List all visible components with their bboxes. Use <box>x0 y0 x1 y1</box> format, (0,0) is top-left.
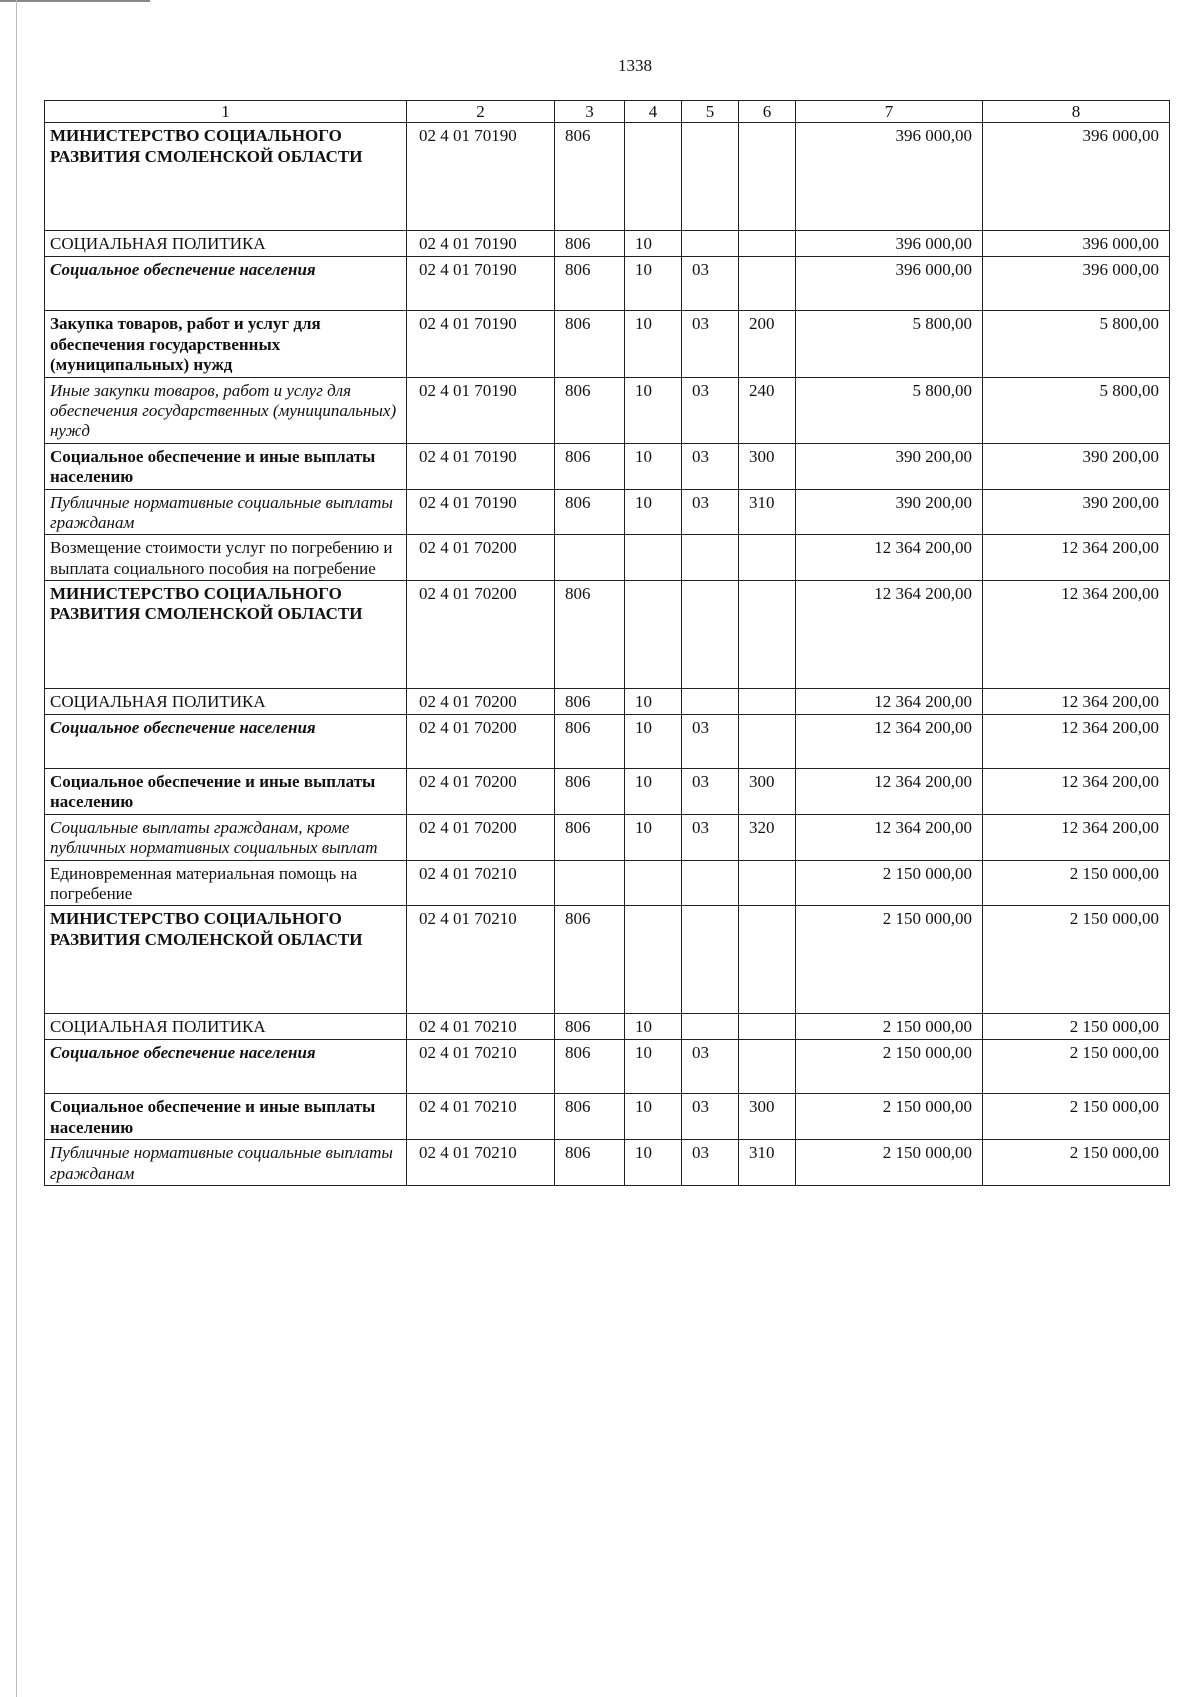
header-cell: 3 <box>555 101 625 123</box>
subsection-code-cell <box>682 535 739 581</box>
target-article-cell: 02 4 01 70210 <box>407 906 555 1014</box>
administrator-code-cell: 806 <box>555 1094 625 1140</box>
section-code-cell: 10 <box>625 1094 682 1140</box>
table-row <box>45 860 1170 906</box>
target-article-cell: 02 4 01 70210 <box>407 1040 555 1094</box>
table-row <box>45 906 1170 1014</box>
target-article-cell: 02 4 01 70210 <box>407 860 555 906</box>
subsection-code-cell <box>682 1014 739 1040</box>
subsection-code-cell: 03 <box>682 311 739 377</box>
amount-year2-cell: 396 000,00 <box>983 257 1170 311</box>
table-row <box>45 377 1170 443</box>
section-code-cell <box>625 906 682 1014</box>
row-name-cell: Социальное обеспечение населения <box>45 257 407 311</box>
amount-year2-cell: 12 364 200,00 <box>983 581 1170 689</box>
row-name-cell: МИНИСТЕРСТВО СОЦИАЛЬНОГО РАЗВИТИЯ СМОЛЕНСКОЙ ОБЛАСТИ <box>45 581 407 689</box>
amount-year1-cell: 12 364 200,00 <box>796 715 983 769</box>
subsection-code-cell <box>682 231 739 257</box>
expense-type-cell: 300 <box>739 1094 796 1140</box>
administrator-code-cell: 806 <box>555 443 625 489</box>
amount-year2-cell: 396 000,00 <box>983 231 1170 257</box>
row-name-cell: Публичные нормативные социальные выплаты гражданам <box>45 489 407 535</box>
target-article-cell: 02 4 01 70200 <box>407 715 555 769</box>
amount-year1-cell: 2 150 000,00 <box>796 1014 983 1040</box>
expense-type-cell <box>739 715 796 769</box>
amount-year2-cell: 12 364 200,00 <box>983 689 1170 715</box>
amount-year1-cell: 12 364 200,00 <box>796 689 983 715</box>
amount-year2-cell: 2 150 000,00 <box>983 1014 1170 1040</box>
target-article-cell: 02 4 01 70190 <box>407 311 555 377</box>
table-row <box>45 1014 1170 1040</box>
amount-year2-cell: 12 364 200,00 <box>983 769 1170 815</box>
header-cell: 5 <box>682 101 739 123</box>
subsection-code-cell <box>682 860 739 906</box>
expense-type-cell <box>739 906 796 1014</box>
target-article-cell: 02 4 01 70210 <box>407 1094 555 1140</box>
row-name-cell: Социальное обеспечение населения <box>45 715 407 769</box>
row-name-cell: Иные закупки товаров, работ и услуг для обеспечения государственных (муниципальных) нужд <box>45 377 407 443</box>
target-article-cell: 02 4 01 70210 <box>407 1140 555 1186</box>
administrator-code-cell: 806 <box>555 377 625 443</box>
row-name-cell: Социальное обеспечение населения <box>45 1040 407 1094</box>
target-article-cell: 02 4 01 70200 <box>407 535 555 581</box>
administrator-code-cell: 806 <box>555 1140 625 1186</box>
row-name-cell: МИНИСТЕРСТВО СОЦИАЛЬНОГО РАЗВИТИЯ СМОЛЕНСКОЙ ОБЛАСТИ <box>45 906 407 1014</box>
header-cell: 2 <box>407 101 555 123</box>
section-code-cell: 10 <box>625 231 682 257</box>
scan-edge-top <box>0 0 150 2</box>
row-name-cell: СОЦИАЛЬНАЯ ПОЛИТИКА <box>45 689 407 715</box>
subsection-code-cell <box>682 581 739 689</box>
amount-year2-cell: 2 150 000,00 <box>983 1140 1170 1186</box>
expense-type-cell: 240 <box>739 377 796 443</box>
table-row <box>45 814 1170 860</box>
header-cell: 4 <box>625 101 682 123</box>
expense-type-cell: 300 <box>739 443 796 489</box>
target-article-cell: 02 4 01 70190 <box>407 489 555 535</box>
amount-year1-cell: 2 150 000,00 <box>796 1140 983 1186</box>
amount-year1-cell: 390 200,00 <box>796 489 983 535</box>
amount-year1-cell: 2 150 000,00 <box>796 906 983 1014</box>
amount-year2-cell: 2 150 000,00 <box>983 860 1170 906</box>
target-article-cell: 02 4 01 70200 <box>407 689 555 715</box>
row-name-cell: Социальное обеспечение и иные выплаты населению <box>45 769 407 815</box>
target-article-cell: 02 4 01 70190 <box>407 257 555 311</box>
expense-type-cell: 320 <box>739 814 796 860</box>
amount-year1-cell: 12 364 200,00 <box>796 581 983 689</box>
row-name-cell: Единовременная материальная помощь на погребение <box>45 860 407 906</box>
amount-year2-cell: 2 150 000,00 <box>983 1094 1170 1140</box>
page-number: 1338 <box>618 56 652 75</box>
amount-year1-cell: 12 364 200,00 <box>796 769 983 815</box>
administrator-code-cell: 806 <box>555 715 625 769</box>
row-name-cell: Социальное обеспечение и иные выплаты населению <box>45 443 407 489</box>
target-article-cell: 02 4 01 70190 <box>407 443 555 489</box>
table-row <box>45 123 1170 231</box>
administrator-code-cell: 806 <box>555 689 625 715</box>
administrator-code-cell <box>555 860 625 906</box>
row-name-cell: СОЦИАЛЬНАЯ ПОЛИТИКА <box>45 1014 407 1040</box>
section-code-cell: 10 <box>625 489 682 535</box>
section-code-cell: 10 <box>625 377 682 443</box>
amount-year1-cell: 2 150 000,00 <box>796 860 983 906</box>
section-code-cell <box>625 535 682 581</box>
amount-year2-cell: 390 200,00 <box>983 489 1170 535</box>
administrator-code-cell: 806 <box>555 906 625 1014</box>
amount-year2-cell: 12 364 200,00 <box>983 715 1170 769</box>
amount-year2-cell: 396 000,00 <box>983 123 1170 231</box>
section-code-cell: 10 <box>625 311 682 377</box>
expense-type-cell <box>739 1040 796 1094</box>
amount-year1-cell: 12 364 200,00 <box>796 535 983 581</box>
amount-year2-cell: 5 800,00 <box>983 311 1170 377</box>
section-code-cell: 10 <box>625 443 682 489</box>
amount-year2-cell: 12 364 200,00 <box>983 535 1170 581</box>
target-article-cell: 02 4 01 70200 <box>407 769 555 815</box>
row-name-cell: Социальные выплаты гражданам, кроме публичных нормативных социальных выплат <box>45 814 407 860</box>
section-code-cell <box>625 123 682 231</box>
table-row <box>45 231 1170 257</box>
amount-year1-cell: 396 000,00 <box>796 231 983 257</box>
table-row <box>45 1040 1170 1094</box>
subsection-code-cell: 03 <box>682 814 739 860</box>
subsection-code-cell: 03 <box>682 443 739 489</box>
row-name-cell: Социальное обеспечение и иные выплаты населению <box>45 1094 407 1140</box>
header-cell: 1 <box>45 101 407 123</box>
administrator-code-cell: 806 <box>555 581 625 689</box>
amount-year2-cell: 2 150 000,00 <box>983 906 1170 1014</box>
administrator-code-cell: 806 <box>555 1014 625 1040</box>
amount-year2-cell: 2 150 000,00 <box>983 1040 1170 1094</box>
amount-year1-cell: 390 200,00 <box>796 443 983 489</box>
target-article-cell: 02 4 01 70190 <box>407 123 555 231</box>
expense-type-cell <box>739 1014 796 1040</box>
subsection-code-cell: 03 <box>682 489 739 535</box>
section-code-cell: 10 <box>625 1040 682 1094</box>
administrator-code-cell: 806 <box>555 769 625 815</box>
expense-type-cell <box>739 257 796 311</box>
budget-table <box>44 100 1170 1186</box>
table-row <box>45 535 1170 581</box>
scan-edge-left <box>16 0 17 1697</box>
row-name-cell: Публичные нормативные социальные выплаты гражданам <box>45 1140 407 1186</box>
amount-year2-cell: 5 800,00 <box>983 377 1170 443</box>
section-code-cell: 10 <box>625 689 682 715</box>
table-header-row <box>45 101 1170 123</box>
target-article-cell: 02 4 01 70190 <box>407 231 555 257</box>
expense-type-cell: 310 <box>739 1140 796 1186</box>
section-code-cell: 10 <box>625 715 682 769</box>
section-code-cell <box>625 860 682 906</box>
expense-type-cell <box>739 860 796 906</box>
expense-type-cell <box>739 123 796 231</box>
subsection-code-cell: 03 <box>682 715 739 769</box>
target-article-cell: 02 4 01 70200 <box>407 581 555 689</box>
expense-type-cell <box>739 689 796 715</box>
section-code-cell: 10 <box>625 257 682 311</box>
administrator-code-cell: 806 <box>555 123 625 231</box>
amount-year1-cell: 5 800,00 <box>796 311 983 377</box>
table-row <box>45 489 1170 535</box>
subsection-code-cell <box>682 689 739 715</box>
section-code-cell <box>625 581 682 689</box>
section-code-cell: 10 <box>625 814 682 860</box>
table-row <box>45 311 1170 377</box>
section-code-cell: 10 <box>625 1140 682 1186</box>
amount-year1-cell: 5 800,00 <box>796 377 983 443</box>
row-name-cell: СОЦИАЛЬНАЯ ПОЛИТИКА <box>45 231 407 257</box>
header-cell: 7 <box>796 101 983 123</box>
table-row <box>45 257 1170 311</box>
expense-type-cell <box>739 535 796 581</box>
table-row <box>45 769 1170 815</box>
expense-type-cell: 300 <box>739 769 796 815</box>
administrator-code-cell: 806 <box>555 814 625 860</box>
target-article-cell: 02 4 01 70210 <box>407 1014 555 1040</box>
table-body <box>45 101 1170 1186</box>
expense-type-cell <box>739 581 796 689</box>
header-cell: 6 <box>739 101 796 123</box>
row-name-cell: МИНИСТЕРСТВО СОЦИАЛЬНОГО РАЗВИТИЯ СМОЛЕНСКОЙ ОБЛАСТИ <box>45 123 407 231</box>
amount-year1-cell: 2 150 000,00 <box>796 1094 983 1140</box>
amount-year1-cell: 396 000,00 <box>796 123 983 231</box>
subsection-code-cell: 03 <box>682 769 739 815</box>
table-row <box>45 581 1170 689</box>
row-name-cell: Закупка товаров, работ и услуг для обеспечения государственных (муниципальных) нужд <box>45 311 407 377</box>
table-row <box>45 443 1170 489</box>
amount-year1-cell: 2 150 000,00 <box>796 1040 983 1094</box>
expense-type-cell <box>739 231 796 257</box>
header-cell: 8 <box>983 101 1170 123</box>
table-row <box>45 689 1170 715</box>
subsection-code-cell: 03 <box>682 1140 739 1186</box>
administrator-code-cell: 806 <box>555 257 625 311</box>
target-article-cell: 02 4 01 70190 <box>407 377 555 443</box>
administrator-code-cell <box>555 535 625 581</box>
subsection-code-cell: 03 <box>682 1040 739 1094</box>
amount-year1-cell: 396 000,00 <box>796 257 983 311</box>
section-code-cell: 10 <box>625 1014 682 1040</box>
row-name-cell: Возмещение стоимости услуг по погребению и выплата социального пособия на погребение <box>45 535 407 581</box>
subsection-code-cell: 03 <box>682 257 739 311</box>
section-code-cell: 10 <box>625 769 682 815</box>
table-row <box>45 715 1170 769</box>
table-row <box>45 1094 1170 1140</box>
expense-type-cell: 200 <box>739 311 796 377</box>
administrator-code-cell: 806 <box>555 489 625 535</box>
administrator-code-cell: 806 <box>555 311 625 377</box>
expense-type-cell: 310 <box>739 489 796 535</box>
amount-year1-cell: 12 364 200,00 <box>796 814 983 860</box>
table-row <box>45 1140 1170 1186</box>
subsection-code-cell: 03 <box>682 377 739 443</box>
target-article-cell: 02 4 01 70200 <box>407 814 555 860</box>
amount-year2-cell: 390 200,00 <box>983 443 1170 489</box>
subsection-code-cell <box>682 906 739 1014</box>
subsection-code-cell: 03 <box>682 1094 739 1140</box>
amount-year2-cell: 12 364 200,00 <box>983 814 1170 860</box>
administrator-code-cell: 806 <box>555 231 625 257</box>
subsection-code-cell <box>682 123 739 231</box>
administrator-code-cell: 806 <box>555 1040 625 1094</box>
